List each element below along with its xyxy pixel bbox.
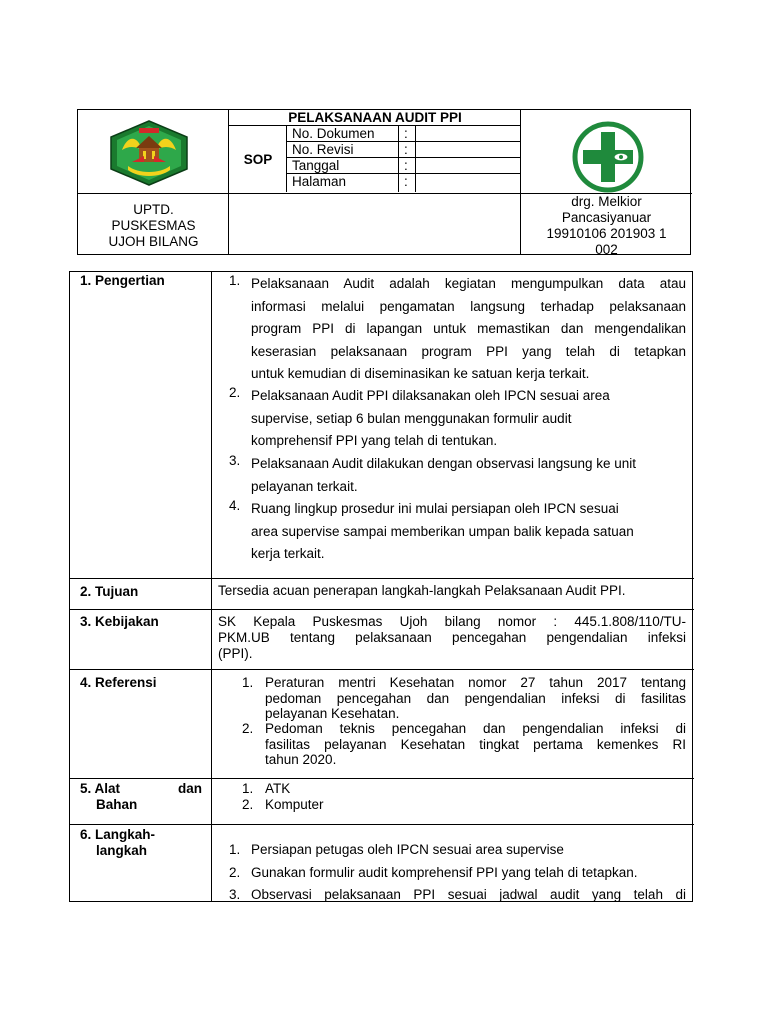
meta-colon: : (404, 142, 408, 157)
section-title-langkah-2: langkah (96, 843, 148, 858)
list-item: Persiapan petugas oleh IPCN sesuai area supervise (251, 842, 564, 857)
meta-label: No. Dokumen (292, 126, 375, 141)
signatory-line: drg. Melkior (571, 194, 642, 209)
list-number: 2. (242, 721, 254, 736)
list-line: keserasian pelaksanaan program PPI yang telah di tetapkan (251, 343, 686, 359)
meta-row-dokumen (287, 126, 520, 142)
list-line: pedoman pencegahan dan pengendalian infeksi di fasilitas (265, 690, 686, 706)
list-line: Peraturan mentri Kesehatan nomor 27 tahun 2017 tentang (265, 675, 686, 690)
list-line: Pelaksanaan Audit adalah kegiatan mengumpulkan data atau (251, 276, 686, 291)
meta-label: Halaman (292, 174, 347, 189)
meta-colon: : (404, 174, 408, 189)
list-item (251, 498, 686, 566)
list-line: kerja terkait. (251, 546, 325, 561)
list-item: Komputer (265, 797, 324, 812)
list-item: Gunakan formulir audit komprehensif PPI yang telah di tetapkan. (251, 865, 638, 880)
section-title-referensi: 4. Referensi (80, 675, 157, 690)
list-item (251, 385, 686, 453)
meta-colon: : (404, 158, 408, 173)
section-title-pengertian: 1. Pengertian (80, 273, 165, 288)
list-line: pelayanan Kesehatan. (265, 706, 400, 721)
list-item (265, 721, 686, 768)
row-divider (70, 669, 694, 670)
org-line: UJOH BILANG (108, 234, 199, 249)
tujuan-text: Tersedia acuan penerapan langkah-langkah Pelaksanaan Audit PPI. (218, 583, 626, 598)
list-line: program PPI di lapangan untuk memastikan dan mengendalikan (251, 321, 686, 336)
list-line: informasi melalui pengamatan langsung terhadap pelaksanaan (251, 298, 686, 314)
puskesmas-logo (571, 120, 645, 194)
list-line: tahun 2020. (265, 752, 337, 767)
list-number: 4. (229, 498, 241, 513)
list-line: Pelaksanaan Audit dilakukan dengan observasi langsung ke unit (251, 456, 637, 471)
column-divider (211, 272, 212, 901)
kebijakan-text (218, 614, 686, 662)
kebijakan-line: (PPI). (218, 646, 253, 661)
meta-label: No. Revisi (292, 142, 354, 157)
org-line: UPTD. (133, 202, 174, 217)
signatory (521, 194, 692, 256)
meta-colon: : (404, 126, 408, 141)
list-line: Pelaksanaan Audit PPI dilaksanakan oleh IPCN sesuai area (251, 388, 610, 403)
meta-label: Tanggal (292, 158, 340, 173)
signatory-line: 19910106 201903 1 (546, 226, 667, 241)
sop-label: SOP (243, 152, 273, 167)
list-line: supervise, setiap 6 bulan menggunakan formulir audit (251, 410, 572, 426)
list-item: ATK (265, 781, 291, 796)
list-number: 2. (242, 797, 254, 812)
section-title-tujuan: 2. Tujuan (80, 584, 139, 599)
list-number: 1. (242, 675, 254, 690)
kebijakan-line: PKM.UB tentang pelaksanaan pencegahan pengendalian infeksi (218, 630, 686, 645)
list-number: 1. (229, 273, 241, 288)
kebijakan-line: SK Kepala Puskesmas Ujoh bilang nomor : 445.1.808/110/TU- (218, 614, 686, 629)
section-title-alat-dan: dan (178, 781, 203, 796)
list-number: 1. (229, 842, 241, 857)
row-divider (70, 578, 694, 579)
row-divider (70, 824, 694, 825)
list-item: Observasi pelaksanaan PPI sesuai jadwal audit yang telah di (251, 887, 686, 902)
list-line: pelayanan terkait. (251, 478, 358, 494)
list-number: 1. (242, 781, 254, 796)
list-line: area supervise sampai memberikan umpan balik kepada satuan (251, 523, 634, 539)
list-line: komprehensif PPI yang telah di tentukan. (251, 433, 498, 448)
section-title-alat: 5. Alat (80, 781, 121, 796)
list-number: 2. (229, 385, 241, 400)
organization-name (78, 195, 229, 256)
org-line: PUSKESMAS (111, 218, 196, 233)
section-title-langkah: 6. Langkah- (80, 827, 156, 842)
list-item (251, 273, 686, 386)
signatory-line: Pancasiyanuar (561, 210, 652, 225)
row-divider (70, 778, 694, 779)
procedure-table (69, 271, 693, 902)
list-line: Ruang lingkup prosedur ini mulai persiapan oleh IPCN sesuai (251, 501, 619, 516)
section-title-kebijakan: 3. Kebijakan (80, 614, 159, 629)
meta-row-revisi (287, 142, 520, 158)
section-title-bahan: Bahan (96, 797, 138, 812)
regency-emblem-logo (108, 120, 190, 186)
list-item (265, 675, 686, 722)
list-number: 3. (229, 453, 241, 468)
list-line: fasilitas pelayanan Kesehatan tingkat pertama kemenkes RI (265, 736, 686, 752)
list-item (251, 453, 686, 498)
list-number: 3. (229, 887, 241, 902)
signatory-line: 002 (595, 242, 618, 257)
meta-row-halaman (287, 174, 520, 190)
row-divider (70, 609, 694, 610)
list-number: 2. (229, 865, 241, 880)
meta-row-tanggal (287, 158, 520, 174)
document-title: PELAKSANAAN AUDIT PPI (288, 110, 462, 125)
header-table (77, 109, 691, 255)
list-line: Pedoman teknis pencegahan dan pengendalian infeksi di (265, 721, 686, 736)
list-line: untuk kemudian di diseminasikan ke satuan kerja terkait. (251, 366, 590, 381)
